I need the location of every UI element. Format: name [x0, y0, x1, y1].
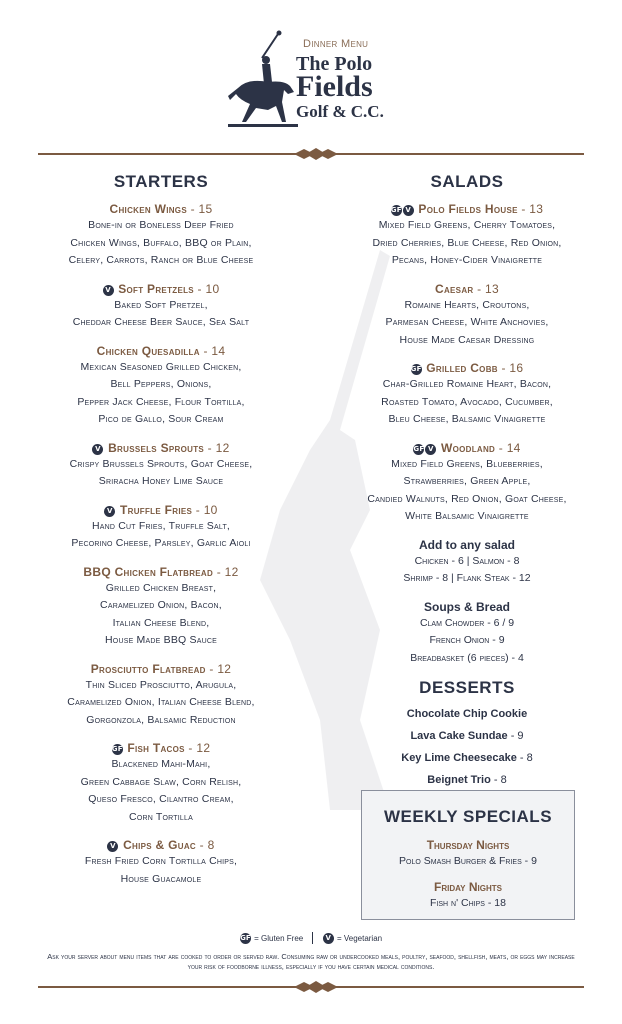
menu-item-price: - 12: [205, 661, 232, 676]
menu-item-name: Grilled Cobb: [426, 361, 498, 375]
menu-item-description-line: House Made Caesar Dressing: [399, 333, 535, 346]
vegetarian-icon: V: [103, 285, 114, 296]
menu-item-description-line: Strawberries, Green Apple,: [403, 475, 531, 487]
dietary-legend: [0, 932, 622, 944]
menu-item: [14, 281, 308, 332]
menu-item-description-line: Pecans, Honey-Cider Vinaigrette: [391, 254, 543, 266]
menu-item-title: [322, 360, 612, 376]
menu-item: [14, 661, 308, 730]
menu-item-title: [14, 740, 308, 756]
add-line: Shrimp - 8 | Flank Steak - 12: [403, 572, 531, 584]
soup-line: Breadbasket (6 pieces) - 4: [410, 651, 524, 664]
menu-label: Dinner Menu: [303, 38, 369, 50]
menu-item-description-line: Caramelized Onion, Bacon,: [100, 599, 222, 611]
menu-item-description-line: Chicken Wings, Buffalo, BBQ or Plain,: [70, 236, 252, 249]
menu-item-description-line: Baked Soft Pretzel,: [114, 298, 208, 311]
menu-item-price: - 14: [495, 440, 521, 455]
menu-item-name: Chips & Guac: [123, 838, 197, 852]
menu-item: [322, 440, 612, 526]
soups-bread-title: Soups & Bread: [423, 599, 510, 614]
menu-item-price: - 15: [186, 202, 213, 216]
menu-item-name: Chicken Quesadilla: [96, 343, 200, 358]
menu-item: [14, 440, 308, 491]
starters-title: STARTERS: [113, 172, 209, 191]
menu-item: [14, 837, 308, 888]
dessert-name: Lava Cake Sundae: [410, 730, 508, 742]
menu-item-name: Polo Fields House: [418, 202, 518, 216]
menu-item-price: - 10: [193, 281, 220, 296]
bottom-divider: [38, 980, 584, 994]
menu-item-name: BBQ Chicken Flatbread: [83, 564, 214, 579]
vegetarian-icon: V: [323, 933, 334, 944]
dessert-item: [322, 707, 612, 722]
menu-item-price: - 12: [204, 440, 230, 455]
polo-horse-rider-icon: [228, 30, 298, 130]
menu-item-description-line: Bleu Cheese, Balsamic Vinaigrette: [388, 413, 546, 425]
weekly-specials-title: WEEKLY SPECIALS: [383, 807, 553, 826]
menu-item: [14, 502, 308, 553]
vegetarian-icon: V: [92, 444, 103, 455]
menu-item-price: - 16: [497, 361, 524, 375]
menu-item-title: [14, 661, 308, 677]
menu-item-price: - 13: [473, 281, 499, 296]
menu-item-description-line: Corn Tortilla: [129, 810, 193, 823]
menu-item: [322, 281, 612, 350]
menu-item-description-line: Queso Fresco, Cilantro Cream,: [88, 793, 234, 805]
vegetarian-icon: V: [403, 205, 414, 216]
salads-title: SALADS: [430, 172, 504, 191]
starters-list: [14, 201, 308, 888]
food-safety-disclaimer: Ask your server about menu items that are cooked to order or served raw. Consuming raw or undercooked meals, poultry, seafood, shellfish, meats, or eggs may increase your risk of foodborne illness, especially if you have certain medical conditions.: [47, 952, 575, 971]
menu-item-name: Fish Tacos: [127, 741, 185, 755]
menu-item-description-line: Green Cabbage Slaw, Corn Relish,: [80, 775, 242, 788]
logo-line-1: The Polo: [296, 53, 373, 75]
menu-item-description-line: House Guacamole: [120, 872, 202, 885]
menu-item-description-line: Mixed Field Greens, Blueberries,: [391, 457, 543, 470]
add-to-salad-section: [322, 537, 612, 588]
special-item: Polo Smash Burger & Fries - 9: [399, 855, 537, 867]
menu-item-description-line: Pepper Jack Cheese, Flour Tortilla,: [77, 395, 245, 408]
menu-item-description-line: Fresh Fried Corn Tortilla Chips,: [84, 855, 238, 867]
menu-item-description-line: Romaine Hearts, Croutons,: [404, 298, 530, 311]
menu-item-description-line: Italian Cheese Blend,: [112, 616, 210, 629]
menu-item-description-line: Crispy Brussels Sprouts, Goat Cheese,: [69, 457, 253, 470]
vegetarian-legend-label: = Vegetarian: [336, 933, 383, 943]
menu-item-title: [14, 343, 308, 359]
vegetarian-icon: V: [425, 444, 436, 455]
soup-line: Clam Chowder - 6 / 9: [419, 616, 515, 629]
dessert-name: Beignet Trio: [427, 774, 491, 786]
add-to-salad-title: Add to any salad: [418, 537, 516, 552]
menu-item-description-line: House Made BBQ Sauce: [105, 634, 217, 646]
special-day: Friday Nights: [434, 880, 502, 894]
gluten-free-icon: GF: [240, 933, 251, 942]
logo-wordmark: [296, 54, 384, 120]
menu-item-title: [14, 502, 308, 518]
gluten-free-legend-label: = Gluten Free: [254, 933, 304, 943]
menu-item-description-line: Grilled Chicken Breast,: [105, 581, 217, 594]
special-day: Thursday Nights: [426, 838, 510, 852]
menu-item-title: [14, 837, 308, 853]
menu-item: [322, 360, 612, 429]
soups-bread-section: [322, 599, 612, 668]
menu-item-description-line: Cheddar Cheese Beer Sauce, Sea Salt: [72, 316, 250, 328]
dessert-item: [322, 751, 612, 766]
special-item: Fish n' Chips - 18: [430, 897, 506, 909]
top-divider: [38, 147, 584, 161]
menu-item-title: [14, 440, 308, 456]
logo-line-2: Fields: [296, 70, 373, 103]
dessert-item: [322, 729, 612, 744]
desserts-list: [322, 707, 612, 788]
menu-item-description-line: Mexican Seasoned Grilled Chicken,: [80, 360, 242, 373]
menu-item-name: Brussels Sprouts: [108, 440, 205, 455]
menu-item: [322, 201, 612, 270]
menu-item: [14, 564, 308, 650]
menu-item-description-line: Parmesan Cheese, White Anchovies,: [385, 316, 549, 328]
menu-item-price: - 12: [213, 564, 239, 579]
weekly-specials-box: [361, 790, 575, 920]
menu-item-description-line: Sriracha Honey Lime Sauce: [98, 475, 224, 487]
menu-item-title: [14, 281, 308, 297]
menu-item-description-line: Dried Cherries, Blue Cheese, Red Onion,: [372, 236, 562, 249]
menu-item-name: Caesar: [435, 281, 474, 296]
salads-column: [322, 172, 612, 795]
gluten-free-icon: GF: [111, 745, 123, 753]
menu-item-description-line: Celery, Carrots, Ranch or Blue Cheese: [68, 254, 254, 266]
dessert-name: Chocolate Chip Cookie: [406, 708, 528, 720]
menu-item-title: [322, 201, 612, 217]
menu-item-price: - 14: [199, 343, 226, 358]
legend-separator: [312, 932, 313, 944]
menu-item-name: Prosciutto Flatbread: [90, 661, 206, 676]
dessert-name: Key Lime Cheesecake: [401, 752, 517, 764]
menu-item-price: - 8: [196, 838, 215, 852]
menu-item-price: - 12: [184, 741, 211, 755]
gluten-free-icon: GF: [410, 365, 422, 373]
menu-item: [14, 343, 308, 429]
menu-item-description-line: Pico de Gallo, Sour Cream: [98, 413, 224, 425]
starters-column: [14, 172, 308, 899]
vegetarian-icon: V: [107, 841, 118, 852]
dessert-price: - 8: [516, 752, 533, 764]
dessert-item: [322, 773, 612, 788]
menu-item-name: Chicken Wings: [109, 202, 187, 216]
dessert-price: - 9: [507, 730, 524, 742]
menu-item-description-line: Thin Sliced Prosciutto, Arugula,: [85, 678, 237, 691]
menu-item-description-line: Char-Grilled Romaine Heart, Bacon,: [382, 378, 552, 390]
menu-item-description-line: White Balsamic Vinaigrette: [405, 510, 529, 522]
menu-item-description-line: Gorgonzola, Balsamic Reduction: [86, 713, 236, 726]
menu-item-description-line: Blackened Mahi-Mahi,: [111, 758, 211, 770]
soup-line: French Onion - 9: [429, 634, 505, 646]
salads-list: [322, 201, 612, 526]
menu-item-price: - 10: [192, 502, 218, 517]
menu-item-name: Truffle Fries: [120, 502, 193, 517]
logo-line-3: Golf & C.C.: [296, 102, 384, 121]
menu-item-title: [322, 440, 612, 456]
menu-item-title: [322, 281, 612, 297]
gluten-free-icon: GF: [390, 206, 402, 214]
menu-item-description-line: Caramelized Onion, Italian Cheese Blend,: [67, 696, 255, 708]
menu-item-description-line: Hand Cut Fries, Truffle Salt,: [91, 519, 231, 532]
menu-item-description-line: Pecorino Cheese, Parsley, Garlic Aioli: [71, 537, 251, 549]
menu-item-name: Woodland: [440, 440, 496, 455]
menu-item-description-line: Mixed Field Greens, Cherry Tomatoes,: [378, 219, 556, 231]
menu-item-description-line: Bone-in or Boneless Deep Fried: [88, 219, 234, 231]
dessert-price: - 8: [490, 774, 507, 786]
menu-item-description-line: Candied Walnuts, Red Onion, Goat Cheese,: [367, 492, 567, 505]
gluten-free-icon: GF: [413, 444, 425, 453]
menu-item: [14, 740, 308, 826]
add-line: Chicken - 6 | Salmon - 8: [414, 554, 520, 567]
menu-item-title: [14, 201, 308, 217]
menu-item-title: [14, 564, 308, 580]
menu-item-name: Soft Pretzels: [118, 281, 194, 296]
menu-item-description-line: Roasted Tomato, Avocado, Cucumber,: [381, 395, 553, 408]
menu-item-description-line: Bell Peppers, Onions,: [110, 378, 212, 390]
desserts-title: DESSERTS: [419, 678, 515, 697]
menu-item-price: - 13: [517, 202, 544, 216]
vegetarian-icon: V: [104, 506, 115, 517]
menu-item: [14, 201, 308, 270]
